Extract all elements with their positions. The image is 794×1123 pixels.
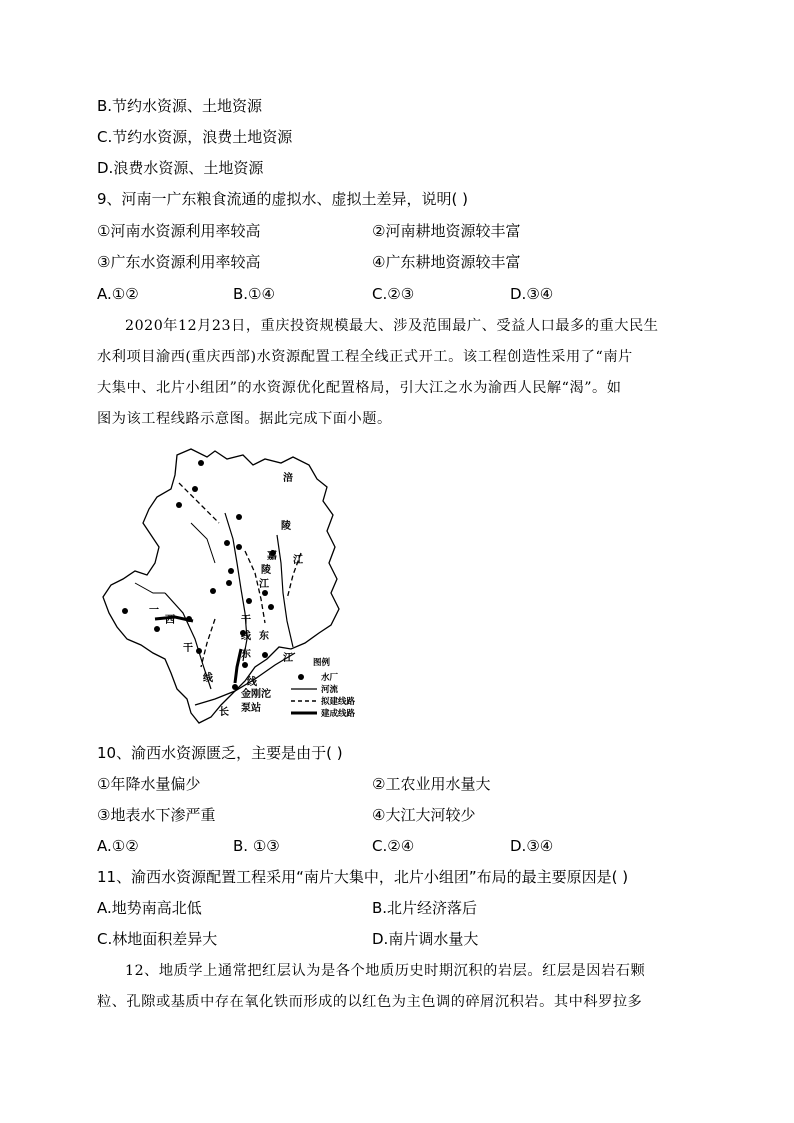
q9-item-3: ③广东水资源利用率较高 — [97, 253, 261, 271]
q10-item-4: ④大江大河较少 — [372, 806, 476, 824]
water-plant-dot — [192, 486, 198, 492]
water-plant-dot — [232, 684, 238, 690]
water-plant-dot — [236, 544, 242, 550]
water-plant-dot — [228, 568, 234, 574]
water-plant-dot — [210, 588, 216, 594]
label-jialing-2: 陵 — [261, 565, 271, 576]
label-pump-station: 泵站 — [241, 703, 261, 714]
water-plant-dot — [186, 616, 192, 622]
q10-choice-c: C.②④ — [372, 837, 415, 855]
q9-stem: 9、河南一广东粮食流通的虚拟水、虚拟土差异，说明( ) — [97, 190, 469, 208]
q10-choice-a: A.①② — [97, 837, 139, 855]
legend-title: 图例 — [313, 658, 331, 668]
q10-item-3: ③地表水下渗严重 — [97, 806, 216, 824]
label-fuling-2: 陵 — [281, 521, 291, 532]
q11-stem: 11、渝西水资源配置工程采用“南片大集中，北片小组团”布局的最主要原因是( ) — [97, 868, 629, 886]
passage-line-3: 大集中、北片小组团”的水资源优化配置格局，引大江之水为渝西人民解“渴”。如 — [97, 380, 622, 396]
q8-option-d: D.浪费水资源、土地资源 — [97, 159, 264, 177]
label-west: 西 — [165, 615, 175, 626]
q12-line-1: 12、地质学上通常把红层认为是各个地质历史时期沉积的岩层。红层是因岩石颗 — [125, 963, 646, 979]
label-jialing-3: 江 — [259, 579, 269, 590]
river-fujiang — [277, 535, 293, 647]
map-legend — [291, 657, 356, 719]
label-fuling-3: 江 — [293, 555, 303, 566]
label-yi: 一 — [149, 605, 159, 616]
q9-item-2: ②河南耕地资源较丰富 — [372, 222, 521, 240]
water-plant-dot — [246, 598, 252, 604]
label-west-trunk-2: 线 — [203, 673, 213, 684]
q9-item-4: ④广东耕地资源较丰富 — [372, 253, 521, 271]
q11-choice-d: D.南片调水量大 — [372, 930, 479, 948]
label-jialing-1: 嘉 — [267, 551, 277, 562]
water-plant-dot — [226, 580, 232, 586]
water-plant-dot — [242, 662, 248, 668]
q8-option-b: B.节约水资源、土地资源 — [97, 97, 263, 115]
water-plant-dot — [262, 652, 268, 658]
q9-choice-c: C.②③ — [372, 285, 415, 303]
legend-built: 建成线路 — [321, 709, 356, 719]
passage-line-1: 2020年12月23日，重庆投资规模最大、涉及范围最广、受益人口最多的重大民生 — [125, 318, 659, 334]
passage-line-4: 图为该工程线路示意图。据此完成下面小题。 — [97, 411, 392, 427]
water-plant-dot — [268, 604, 274, 610]
q11-choice-a: A.地势南高北低 — [97, 899, 202, 917]
q11-choice-b: B.北片经济落后 — [372, 899, 478, 917]
label-fuling-1: 涪 — [283, 473, 293, 484]
water-plant-dot — [236, 514, 242, 520]
passage-line-2: 水利项目渝西(重庆西部)水资源配置工程全线正式开工。该工程创造性采用了“南片 — [97, 349, 633, 365]
region-outline — [103, 449, 339, 723]
q9-choice-a: A.①② — [97, 285, 139, 303]
label-east-river-1: 东 — [259, 631, 269, 642]
q12-line-2: 粒、孔隙或基质中存在氧化铁而形成的以红色为主色调的碎屑沉积岩。其中科罗拉多 — [97, 994, 643, 1010]
water-plant-dot — [176, 502, 182, 508]
legend-planned: 拟建线路 — [321, 697, 356, 707]
label-east-trunk-2: 线 — [241, 631, 251, 642]
q10-stem: 10、渝西水资源匮乏，主要是由于( ) — [97, 744, 343, 762]
q10-item-2: ②工农业用水量大 — [372, 775, 491, 793]
water-plant-dot — [224, 540, 230, 546]
river-branch-2 — [191, 523, 215, 563]
label-jingangtuo: 金刚沱 — [241, 689, 271, 700]
legend-plant: 水厂 — [321, 673, 339, 683]
label-east-trunk-1: 干 — [241, 615, 251, 626]
water-plant-dot — [262, 590, 268, 596]
q10-item-1: ①年降水量偏少 — [97, 775, 201, 793]
planned-line-1 — [179, 483, 219, 523]
q11-choice-c: C.林地面积差异大 — [97, 930, 218, 948]
label-east-line-1: 东 — [241, 649, 251, 660]
map-svg — [95, 443, 395, 733]
label-west-trunk-1: 干 — [183, 643, 193, 654]
legend-plant-symbol — [298, 674, 304, 680]
label-east-line-2: 线 — [247, 677, 257, 688]
q10-choice-d: D.③④ — [510, 837, 554, 855]
water-project-map — [95, 443, 395, 733]
label-east-river-2: 江 — [283, 653, 293, 664]
label-chang: 长 — [219, 707, 229, 718]
q10-choice-b: B. ①③ — [233, 837, 280, 855]
water-plant-dot — [154, 626, 160, 632]
legend-river: 河流 — [321, 685, 339, 695]
q9-item-1: ①河南水资源利用率较高 — [97, 222, 261, 240]
water-plant-dot — [122, 608, 128, 614]
q8-option-c: C.节约水资源，浪费土地资源 — [97, 128, 293, 146]
river-branch-1 — [135, 583, 165, 593]
q9-choice-b: B.①④ — [233, 285, 275, 303]
q9-choice-d: D.③④ — [510, 285, 554, 303]
water-plant-dot — [198, 460, 204, 466]
water-plant-dot — [196, 648, 202, 654]
planned-line-4 — [201, 619, 215, 667]
